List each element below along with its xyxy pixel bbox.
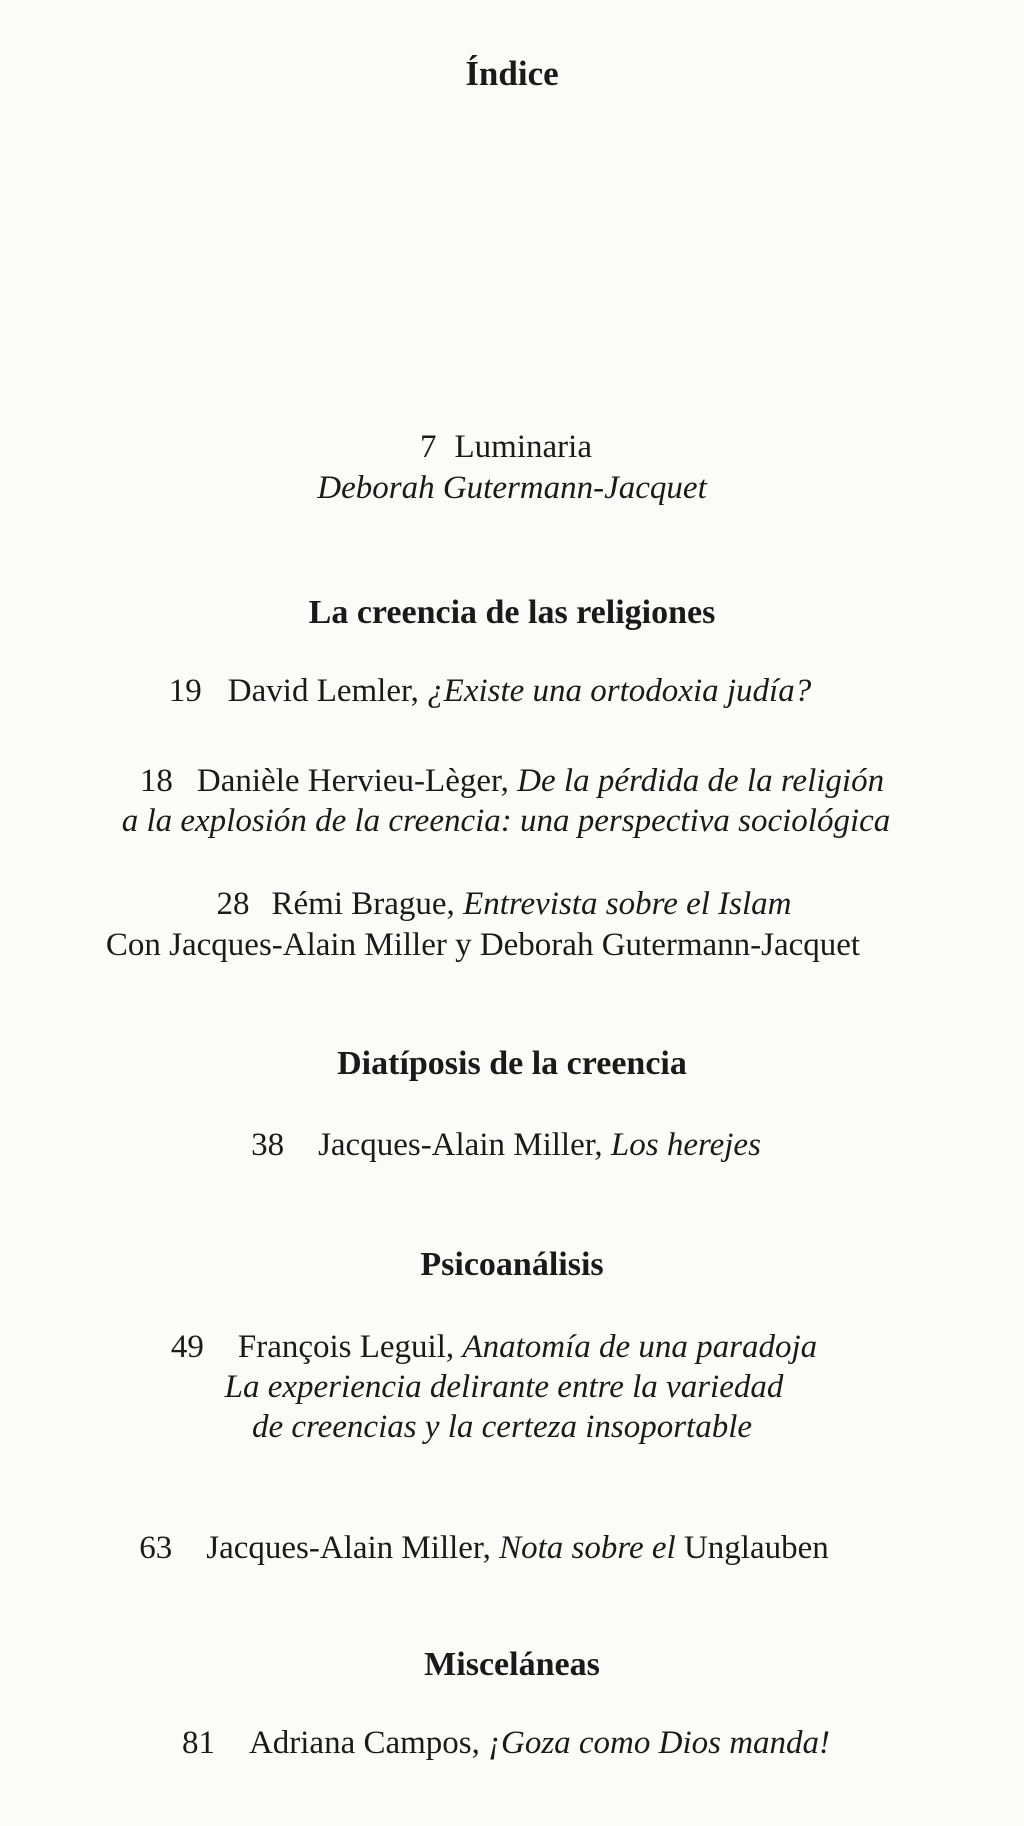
entry-author: Deborah Gutermann-Jacquet bbox=[317, 470, 707, 506]
toc-entry[interactable] bbox=[0, 1125, 1018, 1165]
entry-title: Anatomía de una paradoja bbox=[462, 1329, 818, 1365]
entry-title-continued: a la explosión de la creencia: una perspectiva sociológica bbox=[121, 803, 891, 839]
toc-entry[interactable] bbox=[0, 884, 1016, 924]
entry-title: Luminaria bbox=[454, 429, 592, 465]
entry-title: Los herejes bbox=[610, 1127, 761, 1163]
entry-title: Nota sobre el bbox=[499, 1530, 676, 1566]
entry-author: Danièle Hervieu-Lèger, bbox=[196, 763, 509, 799]
page-number: 28 bbox=[216, 886, 250, 922]
page-number: 63 bbox=[139, 1530, 173, 1566]
page-number: 81 bbox=[181, 1725, 215, 1761]
entry-title-suffix: Unglauben bbox=[683, 1530, 829, 1566]
entry-title: ¿Existe una ortodoxia judía? bbox=[427, 673, 812, 709]
page-number: 19 bbox=[168, 673, 202, 709]
entry-author: Jacques-Alain Miller, bbox=[206, 1530, 491, 1566]
entry-title: ¡Goza como Dios manda! bbox=[488, 1725, 831, 1761]
entry-author: Jacques-Alain Miller, bbox=[318, 1127, 603, 1163]
entry-title-continued: La experiencia delirante entre la variedad bbox=[224, 1369, 784, 1405]
page-number: 7 bbox=[420, 429, 437, 465]
entry-author: David Lemler, bbox=[227, 673, 419, 709]
entry-author: Adriana Campos, bbox=[248, 1725, 480, 1761]
page-number: 38 bbox=[251, 1127, 285, 1163]
toc-entry[interactable] bbox=[0, 671, 1002, 711]
toc-entry[interactable] bbox=[0, 1723, 1018, 1763]
entry-title: De la pérdida de la religión bbox=[517, 763, 885, 799]
toc-entry[interactable] bbox=[0, 761, 1024, 801]
toc-entry[interactable] bbox=[0, 1528, 996, 1568]
section-heading: Psicoanálisis bbox=[420, 1246, 604, 1283]
toc-entry-intro[interactable] bbox=[0, 427, 1018, 467]
section-heading: La creencia de las religiones bbox=[308, 594, 716, 631]
entry-author: Rémi Brague, bbox=[271, 886, 455, 922]
page-title: Índice bbox=[465, 54, 559, 93]
entry-title: Entrevista sobre el Islam bbox=[463, 886, 792, 922]
section-heading: Diatíposis de la creencia bbox=[337, 1045, 687, 1082]
section-heading: Misceláneas bbox=[424, 1646, 600, 1683]
entry-note: Con Jacques-Alain Miller y Deborah Gutermann-Jacquet bbox=[105, 927, 861, 963]
toc-entry[interactable] bbox=[0, 1327, 1006, 1367]
entry-title-continued: de creencias y la certeza insoportable bbox=[251, 1409, 753, 1445]
page-number: 49 bbox=[170, 1329, 204, 1365]
entry-author: François Leguil, bbox=[237, 1329, 455, 1365]
page-number: 18 bbox=[139, 763, 173, 799]
